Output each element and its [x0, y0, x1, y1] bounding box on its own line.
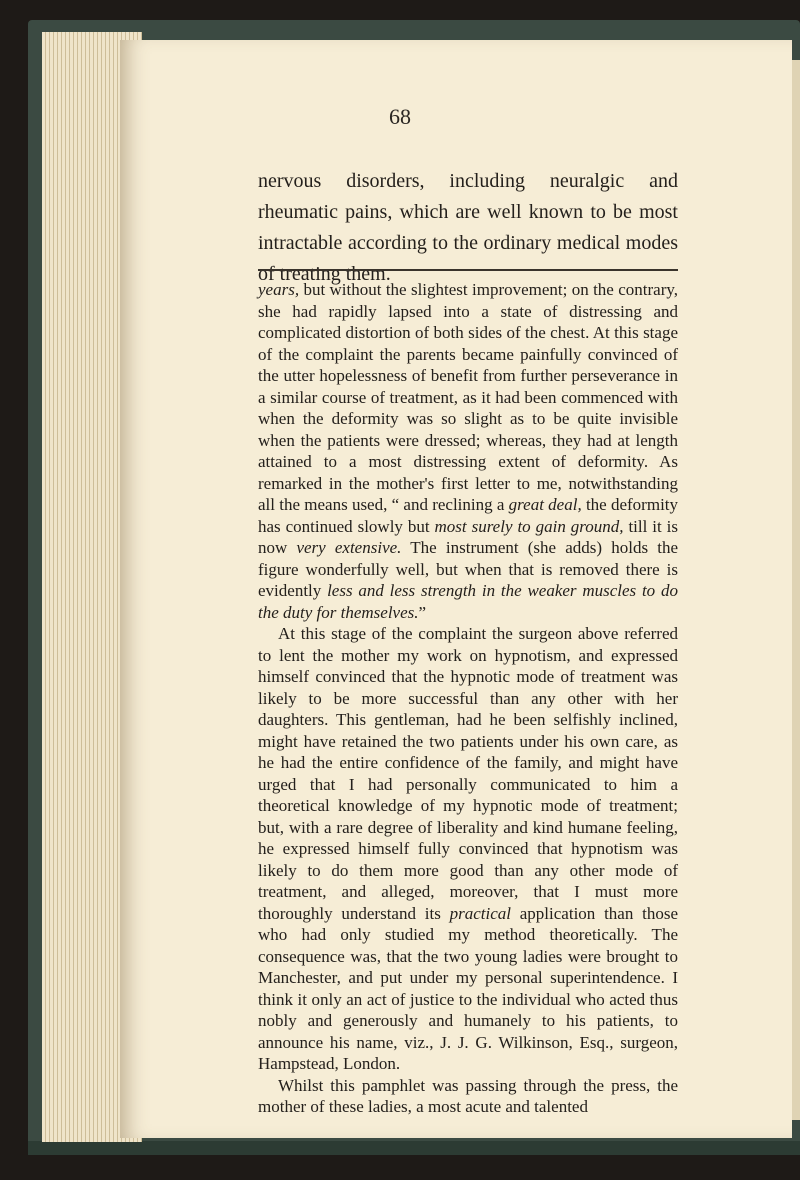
footnote-emphasis: years, [258, 280, 300, 299]
footnote-text: application than those who had only studied my method theoretically. The consequence was, that the two young ladies were brought to Manchester, and put under my personal superintendence. I think it only an act of justice to the individual who acted thus nobly and generously and humanely to his patients, to announce his name, viz., J. J. G. Wilkinson, Esq., surgeon, Hampstead, London. [258, 903, 678, 1073]
footnote-emphasis: great deal, [508, 495, 582, 514]
footnote-text: the deformity has continued slowly but [258, 495, 679, 536]
footnote-text: The instrument (she adds) holds the figure wonderfully well, but when that is removed there is evidently [258, 538, 679, 600]
footnote [258, 279, 678, 1118]
footnote-paragraph-2 [258, 623, 678, 1075]
footnote-emphasis: less and less strength in the weaker muscles to do the duty for themselves. [258, 581, 678, 622]
footnote-text: but without the slightest improvement; on the contrary, she had rapidly lapsed into a state of distressing and complicated distortion of both sides of the chest. At this stage of the complaint the parents became painfully convinced of the utter hopelessness of benefit from further perseverance in a similar course of treatment, as it had been commenced with when the deformity was so slight as to be quite invisible when the patients were dressed; whereas, they had at length attained to a most distressing extent of deformity. As remarked in the mother's first letter to me, notwithstanding all the means used, “ and reclining a [258, 280, 678, 514]
footnote-paragraph-3: Whilst this pamphlet was passing through the press, the mother of these ladies, a most acute and talented [258, 1075, 678, 1116]
footnote-paragraph-1 [258, 279, 678, 623]
main-paragraph: nervous disorders, including neuralgic and rheumatic pains, which are well known to be most intractable according to the ordinary medical modes of treating them. [258, 170, 678, 285]
footnote-text: ” [418, 602, 427, 622]
footnote-text: till it is now [258, 516, 678, 557]
footnote-emphasis: practical [449, 903, 511, 923]
footnote-emphasis: most surely to gain ground, [434, 516, 624, 536]
footnote-emphasis: very extensive. [296, 538, 402, 557]
cover-bottom-edge [28, 1141, 800, 1155]
footnote-text: At this stage of the complaint the surgeon above referred to lent the mother my work on hypnotism, and expressed himself convinced that the hypnotic mode of treatment was likely to be more successful than any other with her daughters. This gentleman, had he been selfishly inclined, might have retained the two patients under his own care, as he had the entire confidence of the family, and might have urged that I had personally communicated to him a theoretical knowledge of my hypnotic mode of treatment; but, with a rare degree of liberality and kind humane feeling, he expressed himself fully convinced that hypnotism was likely to do them more good than any other mode of treatment, and alleged, moreover, that I must more thoroughly understand its [258, 624, 678, 923]
page-number: 68 [389, 104, 411, 129]
footnote-rule [258, 269, 678, 271]
